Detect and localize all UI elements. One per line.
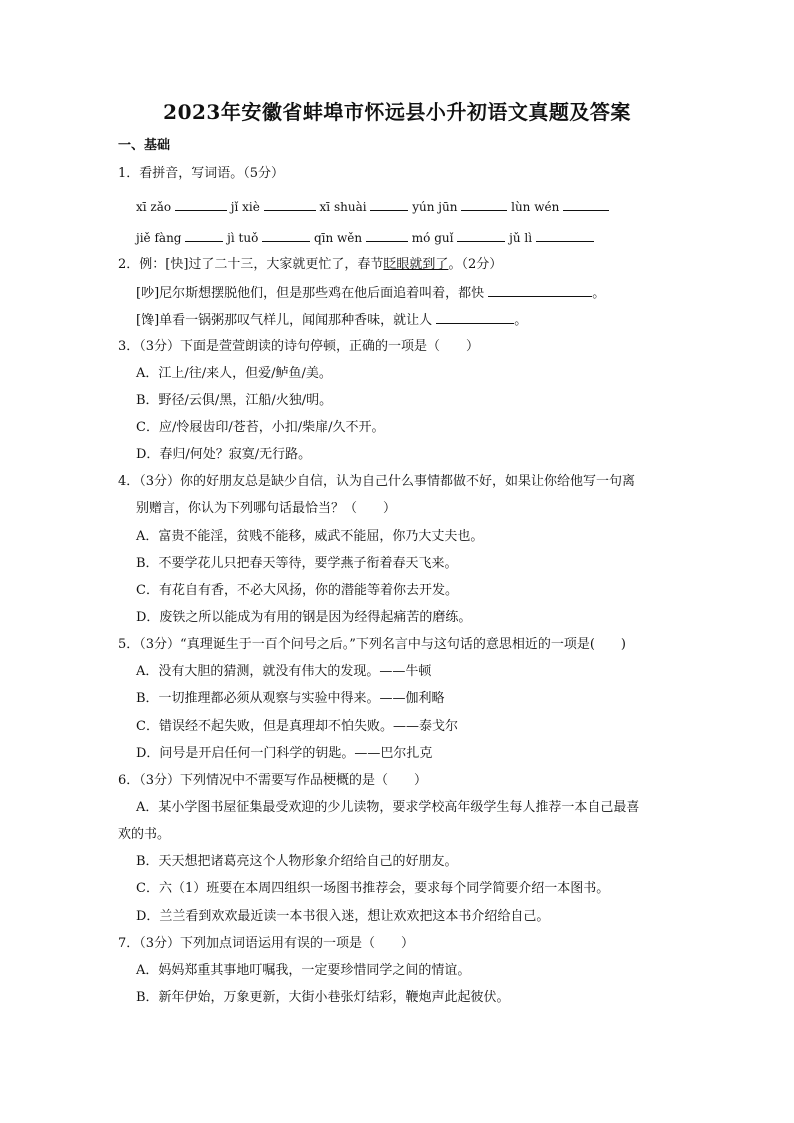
q2-stem-text: 2．例：[快]过了二十三，大家就更忙了，春节 <box>118 257 384 272</box>
q6-option-a[interactable]: A．某小学图书屋征集最受欢迎的少儿读物，要求学校高年级学生每人推荐一本自己最喜 <box>136 800 640 815</box>
q4-stem-line-1: 4．（3分）你的好朋友总是缺少自信，认为自己什么事情都做不好，如果让你给他写一句离 <box>118 474 636 489</box>
pinyin-item: jǔ lì <box>509 231 533 245</box>
q5-option-b[interactable]: B．一切推理都必须从观察与实验中得来。——伽利略 <box>136 691 445 706</box>
q2-score: 。（2分） <box>448 257 503 272</box>
q1-stem: 1．看拼音，写词语。（5分） <box>118 166 285 181</box>
q2-line-2-text: [馋]单看一锅粥那叹气样儿，闻闻那种香味，就让人 <box>136 313 433 328</box>
answer-blank[interactable] <box>262 229 310 242</box>
q2-underlined-example: 眨眼就到了 <box>383 257 449 272</box>
q6-stem: 6．（3分）下列情况中不需要写作品梗概的是（ ） <box>118 773 428 788</box>
answer-blank[interactable] <box>175 198 227 211</box>
answer-blank[interactable] <box>370 198 408 211</box>
q5-option-d[interactable]: D．问号是开启任何一门科学的钥匙。——巴尔扎克 <box>136 746 433 761</box>
q4-stem-line-2: 别赠言，你认为下列哪句话最恰当？（ ） <box>136 501 397 516</box>
q3-option-c[interactable]: C．应/怜屐齿印/苍苔，小扣/柴扉/久不开。 <box>136 420 385 435</box>
q2-line-1-text: [吵]尼尔斯想摆脱他们，但是那些鸡在他后面追着叫着，都快 <box>136 286 485 301</box>
q5-option-c[interactable]: C．错误经不起失败，但是真理却不怕失败。——泰戈尔 <box>136 719 458 734</box>
q4-option-b[interactable]: B．不要学花儿只把春天等待，要学燕子衔着春天飞来。 <box>136 556 458 571</box>
q7-option-a[interactable]: A．妈妈郑重其事地叮嘱我，一定要珍惜同学之间的情谊。 <box>136 963 471 978</box>
answer-blank[interactable] <box>536 229 594 242</box>
answer-blank[interactable] <box>563 198 609 211</box>
pinyin-item: qīn wěn <box>313 231 363 245</box>
answer-blank[interactable] <box>436 311 514 324</box>
q4-option-c[interactable]: C．有花自有香，不必大风扬，你的潜能等着你去开发。 <box>136 583 458 598</box>
pinyin-item: mó guǐ <box>411 231 454 245</box>
pinyin-item: xī zǎo <box>136 200 172 214</box>
q4-option-a[interactable]: A．富贵不能淫，贫贱不能移，威武不能屈，你乃大丈夫也。 <box>136 529 484 544</box>
q2-line-1 <box>136 284 605 303</box>
pinyin-item: xī shuài <box>319 200 367 214</box>
q6-option-d[interactable]: D．兰兰看到欢欢最近读一本书很入迷，想让欢欢把这本书介绍给自己。 <box>136 909 550 924</box>
q7-option-b[interactable]: B．新年伊始，万象更新，大街小巷张灯结彩，鞭炮声此起彼伏。 <box>136 990 510 1005</box>
q3-stem: 3．（3分）下面是萱萱朗读的诗句停顿，正确的一项是（ ） <box>118 339 480 354</box>
q7-stem: 7．（3分）下列加点词语运用有误的一项是（ ） <box>118 936 415 951</box>
answer-blank[interactable] <box>461 198 507 211</box>
pinyin-item: jì tuǒ <box>227 231 259 245</box>
answer-blank[interactable] <box>264 198 316 211</box>
q6-option-a-continued: 欢的书。 <box>118 827 171 842</box>
q2-line-1-end: 。 <box>592 286 606 301</box>
page-title: 2023年安徽省蚌埠市怀远县小升初语文真题及答案 <box>163 100 631 124</box>
q4-option-d[interactable]: D．废铁之所以能成为有用的钢是因为经得起痛苦的磨练。 <box>136 610 472 625</box>
answer-blank[interactable] <box>185 229 223 242</box>
pinyin-item: yún jūn <box>412 200 458 214</box>
q1-pinyin-row-2 <box>136 229 594 247</box>
q3-option-a[interactable]: A．江上/往/来人，但爱/鲈鱼/美。 <box>136 366 332 381</box>
q3-option-b[interactable]: B．野径/云俱/黑，江船/火独/明。 <box>136 393 333 408</box>
answer-blank[interactable] <box>457 229 505 242</box>
q2-stem <box>118 256 502 274</box>
q3-option-d[interactable]: D．春归/何处？寂寞/无行路。 <box>136 447 312 462</box>
pinyin-item: jǐ xiè <box>230 200 260 214</box>
q2-line-2-end: 。 <box>514 313 528 328</box>
q5-option-a[interactable]: A．没有大胆的猜测，就没有伟大的发现。——牛顿 <box>136 664 432 679</box>
section-heading: 一、基础 <box>118 138 171 153</box>
q2-line-2 <box>136 311 527 330</box>
pinyin-item: lùn wén <box>511 200 560 214</box>
q1-pinyin-row-1 <box>136 198 609 216</box>
pinyin-item: jiě fàng <box>136 231 182 245</box>
q5-stem: 5．（3分）“真理诞生于一百个问号之后。”下列名言中与这句话的意思相近的一项是( ) <box>118 637 626 652</box>
answer-blank[interactable] <box>488 284 592 297</box>
q6-option-c[interactable]: C．六（1）班要在本周四组织一场图书推荐会，要求每个同学简要介绍一本图书。 <box>136 881 610 896</box>
q6-option-b[interactable]: B．天天想把诸葛亮这个人物形象介绍给自己的好朋友。 <box>136 854 458 869</box>
answer-blank[interactable] <box>366 229 408 242</box>
